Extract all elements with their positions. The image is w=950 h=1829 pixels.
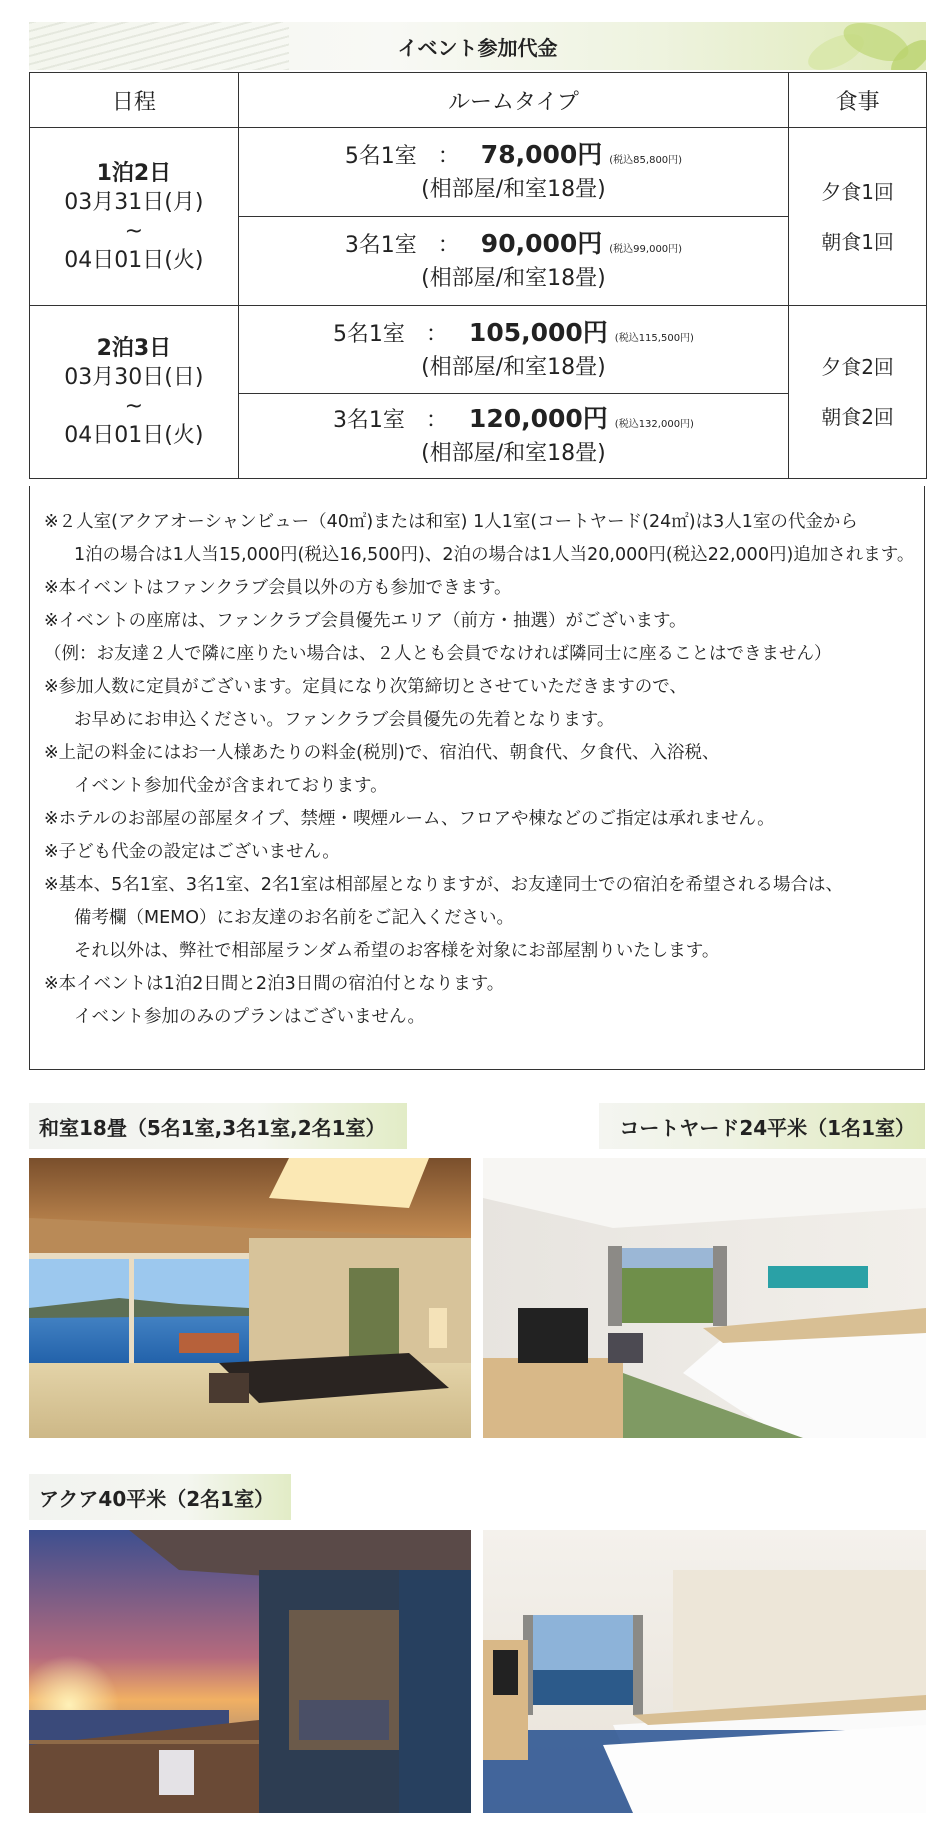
decorative-stripes bbox=[29, 22, 289, 70]
schedule-cell bbox=[30, 128, 239, 306]
note-line: ※参加人数に定員がございます。定員になり次第締切とさせていただきますので、 bbox=[44, 677, 687, 697]
aqua-balcony-photo bbox=[29, 1530, 471, 1813]
note-line: （例：お友達２人で隣に座りたい場合は、２人とも会員でなければ隣同士に座ることはできません） bbox=[44, 644, 832, 664]
plan-start-date: 03月30日(日) bbox=[64, 365, 204, 390]
header-meal: 食事 bbox=[789, 73, 927, 128]
note-line: ※子ども代金の設定はございません。 bbox=[44, 842, 340, 862]
room-price: 105,000円 bbox=[468, 317, 608, 347]
japanese-room-label-text: 和室18畳（5名1室,3名1室,2名1室） bbox=[39, 1115, 386, 1140]
aqua-room-photo bbox=[483, 1530, 926, 1813]
section-title-bar bbox=[29, 22, 926, 70]
header-room-type: ルームタイプ bbox=[238, 73, 788, 128]
room-type: (相部屋/和室18畳) bbox=[421, 177, 606, 202]
plan-tilde: ~ bbox=[124, 218, 144, 244]
note-line: ※ホテルのお部屋の部屋タイプ、禁煙・喫煙ルーム、フロアや棟などのご指定は承れません。 bbox=[44, 809, 775, 829]
plan-start-date: 03月31日(月) bbox=[64, 189, 204, 215]
room-occupancy: 5名1室 bbox=[344, 144, 417, 169]
courtyard-room-label bbox=[599, 1103, 925, 1149]
plan-end-date: 04日01日(火) bbox=[64, 247, 204, 273]
courtyard-room-label-text: コートヤード24平米（1名1室） bbox=[619, 1115, 915, 1140]
note-line: ※本イベントは1泊2日間と2泊3日間の宿泊付となります。 bbox=[44, 974, 505, 994]
aqua-room-label bbox=[29, 1474, 291, 1520]
table-row bbox=[30, 128, 927, 217]
note-line: ※上記の料金にはお一人様あたりの料金(税別)で、宿泊代、朝食代、夕食代、入浴税、 bbox=[44, 743, 720, 763]
leaf-decoration-icon bbox=[766, 22, 926, 70]
room-cell bbox=[238, 217, 788, 306]
note-line: 1泊の場合は1人当15,000円(税込16,500円)、2泊の場合は1人当20,000円(税込22,000円)追加されます。 bbox=[74, 545, 915, 565]
courtyard-room-photo bbox=[483, 1158, 926, 1438]
room-price: 78,000円 bbox=[480, 140, 603, 169]
notes-box bbox=[29, 486, 925, 1070]
plan-end-date: 04日01日(火) bbox=[64, 423, 204, 448]
meal-dinner: 夕食1回 bbox=[821, 179, 894, 204]
note-line: ※イベントの座席は、ファンクラブ会員優先エリア（前方・抽選）がございます。 bbox=[44, 611, 687, 631]
schedule-cell bbox=[30, 306, 239, 479]
note-line: ※基本、5名1室、3名1室、2名1室は相部屋となりますが、お友達同士での宿泊を希望される場合は、 bbox=[44, 875, 843, 895]
note-line: それ以外は、弊社で相部屋ランダム希望のお客様を対象にお部屋割りいたします。 bbox=[74, 941, 720, 961]
room-cell bbox=[238, 394, 788, 479]
note-line: 備考欄（MEMO）にお友達のお名前をご記入ください。 bbox=[74, 908, 515, 928]
table-row bbox=[30, 306, 927, 394]
meal-cell bbox=[789, 128, 927, 306]
room-type: (相部屋/和室18畳) bbox=[421, 266, 606, 291]
room-tax: (税込132,000円) bbox=[614, 419, 694, 430]
room-colon: ： bbox=[425, 408, 448, 433]
room-type: (相部屋/和室18畳) bbox=[421, 354, 606, 380]
meal-cell bbox=[789, 306, 927, 479]
note-line: イベント参加のみのプランはございません。 bbox=[74, 1007, 426, 1027]
room-colon: ： bbox=[437, 233, 460, 258]
note-line: イベント参加代金が含まれております。 bbox=[74, 776, 388, 796]
room-occupancy: 3名1室 bbox=[332, 408, 405, 433]
meal-breakfast: 朝食1回 bbox=[821, 229, 894, 254]
page-title: イベント参加代金 bbox=[397, 35, 558, 60]
price-table bbox=[29, 72, 927, 479]
room-occupancy: 5名1室 bbox=[332, 321, 405, 347]
room-price: 120,000円 bbox=[468, 404, 608, 433]
room-occupancy: 3名1室 bbox=[344, 233, 417, 258]
japanese-room-label bbox=[29, 1103, 407, 1149]
room-tax: (税込85,800円) bbox=[609, 155, 683, 166]
note-line: ※２人室(アクアオーシャンビュー（40㎡)または和室) 1人1室(コートヤード(24㎡)は3人1室の代金から bbox=[44, 512, 858, 532]
plan-tilde: ~ bbox=[124, 394, 144, 419]
meal-breakfast: 朝食2回 bbox=[821, 405, 894, 429]
japanese-room-photo bbox=[29, 1158, 471, 1438]
room-colon: ： bbox=[437, 144, 460, 169]
room-price: 90,000円 bbox=[480, 229, 603, 258]
note-line: ※本イベントはファンクラブ会員以外の方も参加できます。 bbox=[44, 578, 512, 598]
plan-nights: 2泊3日 bbox=[96, 336, 172, 361]
header-schedule: 日程 bbox=[30, 73, 239, 128]
table-header-row bbox=[30, 73, 927, 128]
room-colon: ： bbox=[425, 321, 448, 347]
meal-dinner: 夕食2回 bbox=[821, 355, 894, 379]
room-tax: (税込99,000円) bbox=[609, 244, 683, 255]
note-line: お早めにお申込ください。ファンクラブ会員優先の先着となります。 bbox=[74, 710, 615, 730]
room-cell bbox=[238, 306, 788, 394]
room-cell bbox=[238, 128, 788, 217]
room-tax: (税込115,500円) bbox=[614, 332, 694, 344]
room-type: (相部屋/和室18畳) bbox=[421, 441, 606, 466]
plan-nights: 1泊2日 bbox=[96, 160, 172, 186]
aqua-room-label-text: アクア40平米（2名1室） bbox=[39, 1486, 275, 1511]
